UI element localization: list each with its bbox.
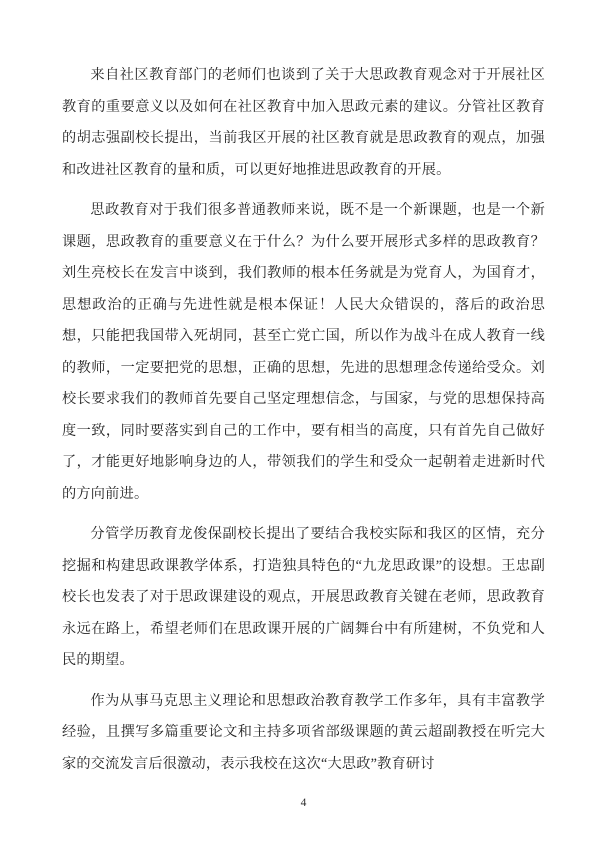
paragraph: 思政教育对于我们很多普通教师来说，既不是一个新课题，也是一个新课题，思政教育的重要意义在于什么？为什么要开展形式多样的思政教育？刘生亮校长在发言中谈到，我们教师的根本任务就是为党育人，为国育才，思想政治的正确与先进性就是根本保证！人民大众错误的，落后的政治思想，只能把我国带入死胡同，甚至亡党亡国，所以作为战斗在成人教育一线的教师，一定要把党的思想，正确的思想，先进的思想理念传递给受众。刘校长要求我们的教师首先要自己坚定理想信念，与国家，与党的思想保持高度一致，同时要落实到自己的工作中，要有相当的高度，只有首先自己做好了，才能更好地影响身边的人，带领我们的学生和受众一起朝着走进新时代的方向前进。 bbox=[62, 202, 545, 502]
page-number: 4 bbox=[300, 797, 307, 809]
paragraph: 分管学历教育龙俊保副校长提出了要结合我校实际和我区的区情，充分挖掘和构建思政课教学体系，打造独具特色的“九龙思政课”的设想。王忠副校长也发表了对于思政课建设的观点，开展思政教育关键在老师，思政教育永远在路上，希望老师们在思政课开展的广阔舞台中有所建树，不负党和人民的期望。 bbox=[62, 526, 545, 668]
paragraph: 作为从事马克思主义理论和思想政治教育教学工作多年，具有丰富教学经验，且撰写多篇重要论文和主持多项省部级课题的黄云超副教授在听完大家的交流发言后很激动，表示我校在这次“大思政”教育研讨 bbox=[62, 692, 545, 772]
paragraph: 来自社区教育部门的老师们也谈到了关于大思政教育观念对于开展社区教育的重要意义以及如何在社区教育中加入思政元素的建议。分管社区教育的胡志强副校长提出，当前我区开展的社区教育就是思政教育的观点，加强和改进社区教育的量和质，可以更好地推进思政教育的开展。 bbox=[62, 67, 545, 178]
document-body bbox=[62, 60, 545, 780]
